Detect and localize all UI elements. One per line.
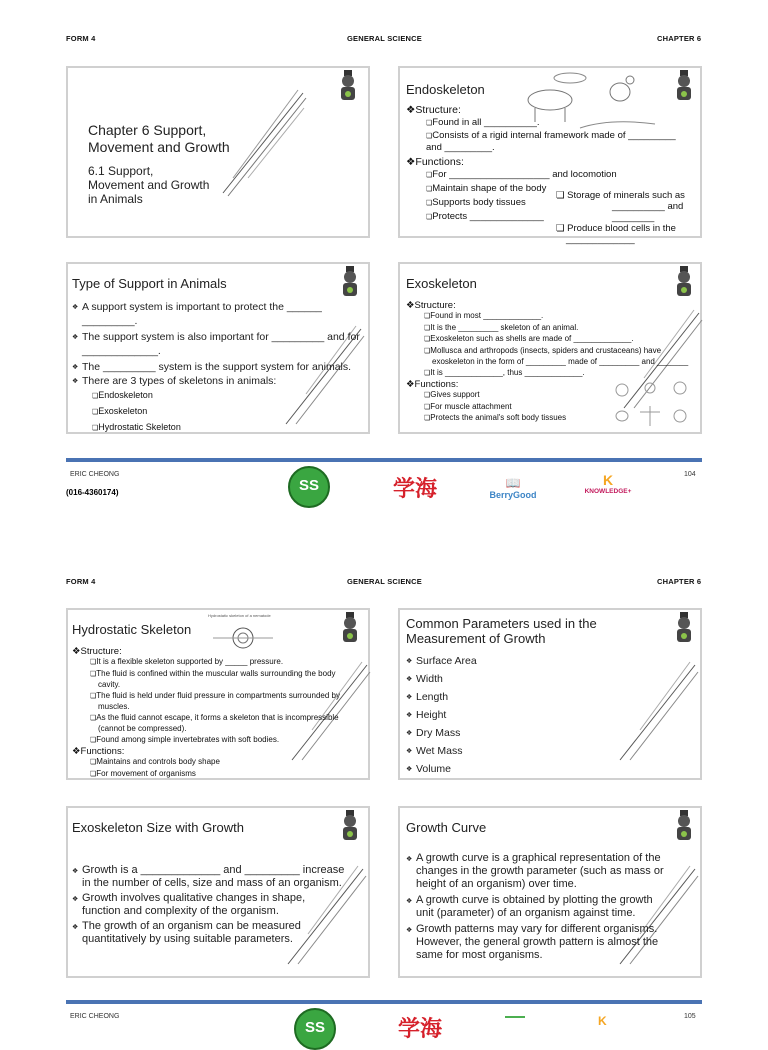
- bullet: ❖ The support system is also important for _________ and for _____________.: [72, 330, 364, 358]
- header-chapter: CHAPTER 6: [657, 34, 702, 43]
- bullet: ❏ Found in all __________.: [416, 116, 696, 130]
- slide-endoskeleton: [398, 66, 702, 245]
- slide-growth-curve: [398, 806, 702, 978]
- berrygood-logo: 📖 BerryGood: [489, 476, 537, 500]
- right-bullets: ❏ Storage of minerals such as __________ and ________ ❏ Produce blood cells in the _____________: [556, 190, 685, 245]
- parameter-item: ❖ Length: [406, 688, 477, 706]
- bullet: ❏ Gives support: [414, 390, 698, 402]
- bullet: ❏ It is a flexible skeleton supported by _____ pressure.: [80, 657, 366, 669]
- slide-hydrostatic-skeleton: [66, 608, 370, 780]
- slide-title: Hydrostatic Skeleton: [72, 622, 192, 637]
- bullet: ❖ Growth patterns may vary for different organisms. However, the general growth pattern is almost the same for most organisms.: [406, 923, 698, 962]
- xuehai-logo: 学海: [393, 476, 438, 502]
- slide-title: Common Parameters used in the Measurement of Growth: [406, 616, 597, 646]
- slide-exoskeleton-growth: [66, 806, 370, 978]
- section-title: 6.1 Support, Movement and Growth in Animals: [88, 164, 210, 206]
- chapter-title: Chapter 6 Support, Movement and Growth: [88, 122, 230, 155]
- slide-title: Type of Support in Animals: [72, 276, 227, 291]
- structure-heading: ❖Structure:: [406, 104, 461, 116]
- skeleton-type: ❏ Exoskeleton: [82, 404, 181, 420]
- slide-exoskeleton: [398, 262, 702, 434]
- slide-title: Endoskeleton: [406, 82, 485, 97]
- header-subject: GENERAL SCIENCE: [347, 577, 422, 586]
- bullet: ❏ Maintains and controls body shape: [80, 757, 366, 769]
- skeleton-type: ❏ Hydrostatic Skeleton: [82, 420, 181, 436]
- diagram-caption: Hydrostatic skeleton of a nematode: [208, 613, 271, 618]
- author-name: ERIC CHEONG: [70, 471, 120, 478]
- mascot-icon: [672, 810, 696, 842]
- parameter-item: ❖ Surface Area: [406, 652, 477, 670]
- header-chapter: CHAPTER 6: [657, 577, 702, 586]
- bullet: ❏ Found in most _____________.: [414, 311, 698, 323]
- bullet: ❖ A support system is important to protect the ______ _________.: [72, 300, 364, 328]
- mascot-icon: [672, 612, 696, 644]
- bullet: ❏ The fluid is held under fluid pressure in compartments surrounded by muscles.: [80, 691, 366, 713]
- mascot-icon: [338, 266, 362, 298]
- slide-title: Exoskeleton: [406, 276, 477, 291]
- mascot-icon: [672, 266, 696, 298]
- xuehai-logo: 学海: [398, 1016, 443, 1042]
- functions-heading: ❖Functions:: [406, 156, 464, 168]
- parameter-item: ❖ Volume: [406, 760, 477, 778]
- bullet: ❏ Mollusca and arthropods (insects, spiders and crustaceans) have exoskeleton in the form of _________ made of _________ and _______: [414, 346, 698, 368]
- header-form: FORM 4: [66, 577, 96, 586]
- page-number: 104: [684, 471, 696, 478]
- bullet: ❏ For muscle attachment: [414, 402, 698, 414]
- bullet: ❏ For ___________________ and locomotion: [416, 168, 696, 182]
- bullet: ❏ Supports body tissues: [416, 196, 696, 210]
- bullet: ❏ It is the _________ skeleton of an animal.: [414, 323, 698, 335]
- knowledge-logo: K: [598, 1014, 607, 1028]
- slide-growth-parameters: [398, 608, 702, 780]
- ss-logo: SS: [288, 466, 330, 508]
- parameter-list: [406, 652, 477, 778]
- slide-title: Growth Curve: [406, 820, 487, 835]
- parameter-item: ❖ Dry Mass: [406, 724, 477, 742]
- skeleton-type: ❏ Endoskeleton: [82, 388, 181, 404]
- arthropods-image: [610, 378, 700, 428]
- header-subject: GENERAL SCIENCE: [347, 34, 422, 43]
- parameter-item: ❖ Height: [406, 706, 477, 724]
- parameter-item: ❖ Wet Mass: [406, 742, 477, 760]
- mascot-icon: [672, 70, 696, 102]
- author-name: ERIC CHEONG: [70, 1013, 120, 1020]
- bullet: ❏ Maintain shape of the body: [416, 182, 696, 196]
- bullet: ❖ Growth involves qualitative changes in shape, function and complexity of the organism.: [72, 892, 364, 918]
- mascot-icon: [338, 810, 362, 842]
- bullet: ❏ Protects ______________: [416, 210, 696, 224]
- bullet: ❏ As the fluid cannot escape, it forms a skeleton that is incompressible (cannot be compressed).: [80, 713, 366, 735]
- bullet: ❏ Protects the animal's soft body tissues: [414, 413, 698, 425]
- footer-bar: [66, 458, 702, 462]
- knowledge-logo: K KNOWLEDGE+: [584, 472, 632, 495]
- bullet: ❏ It is _____________, thus _____________.: [414, 368, 698, 380]
- functions-heading: ❖Functions:: [406, 379, 459, 390]
- mascot-icon: [336, 70, 360, 102]
- ss-logo: SS: [294, 1008, 336, 1050]
- slide-chapter-title: [66, 66, 370, 238]
- bullet: ❏ The fluid is confined within the muscular walls surrounding the body cavity.: [80, 669, 366, 691]
- bullet: ❖ Growth is a _____________ and _________ increase in the number of cells, size and mass of an organism.: [72, 864, 364, 890]
- bullet: ❖ A growth curve is obtained by plotting the growth unit (parameter) of an organism against time.: [406, 894, 698, 920]
- bullet: ❏ Found among simple invertebrates with soft bodies.: [80, 735, 366, 747]
- slide-type-of-support: [66, 262, 370, 434]
- berrygood-logo: [505, 1016, 525, 1026]
- page-number: 105: [684, 1013, 696, 1020]
- mascot-icon: [338, 612, 362, 644]
- slide-title: Exoskeleton Size with Growth: [72, 820, 244, 835]
- bullet: ❖ The _________ system is the support system for animals.: [72, 360, 364, 374]
- author-phone: (016-4360174): [66, 488, 119, 497]
- bullet: ❖ A growth curve is a graphical representation of the changes in the growth parameter (such as mass or height of an organism) over time.: [406, 852, 698, 891]
- bullet: ❏ For movement of organisms: [80, 769, 366, 781]
- bullet: ❖ The growth of an organism can be measured quantitatively by using suitable parameters.: [72, 920, 364, 946]
- functions-heading: ❖Functions:: [72, 746, 125, 757]
- bullet: ❏ Exoskeleton such as shells are made of _____________.: [414, 334, 698, 346]
- decorative-lines: [610, 660, 700, 770]
- decorative-lines: [218, 88, 308, 198]
- bullet: ❏ Consists of a rigid internal framework made of _________ and _________.: [416, 130, 696, 153]
- bullet: ❖ There are 3 types of skeletons in animals:: [72, 374, 364, 388]
- structure-heading: ❖Structure:: [72, 646, 122, 657]
- structure-heading: ❖Structure:: [406, 300, 456, 311]
- header-form: FORM 4: [66, 34, 96, 43]
- parameter-item: ❖ Width: [406, 670, 477, 688]
- footer-bar: [66, 1000, 702, 1004]
